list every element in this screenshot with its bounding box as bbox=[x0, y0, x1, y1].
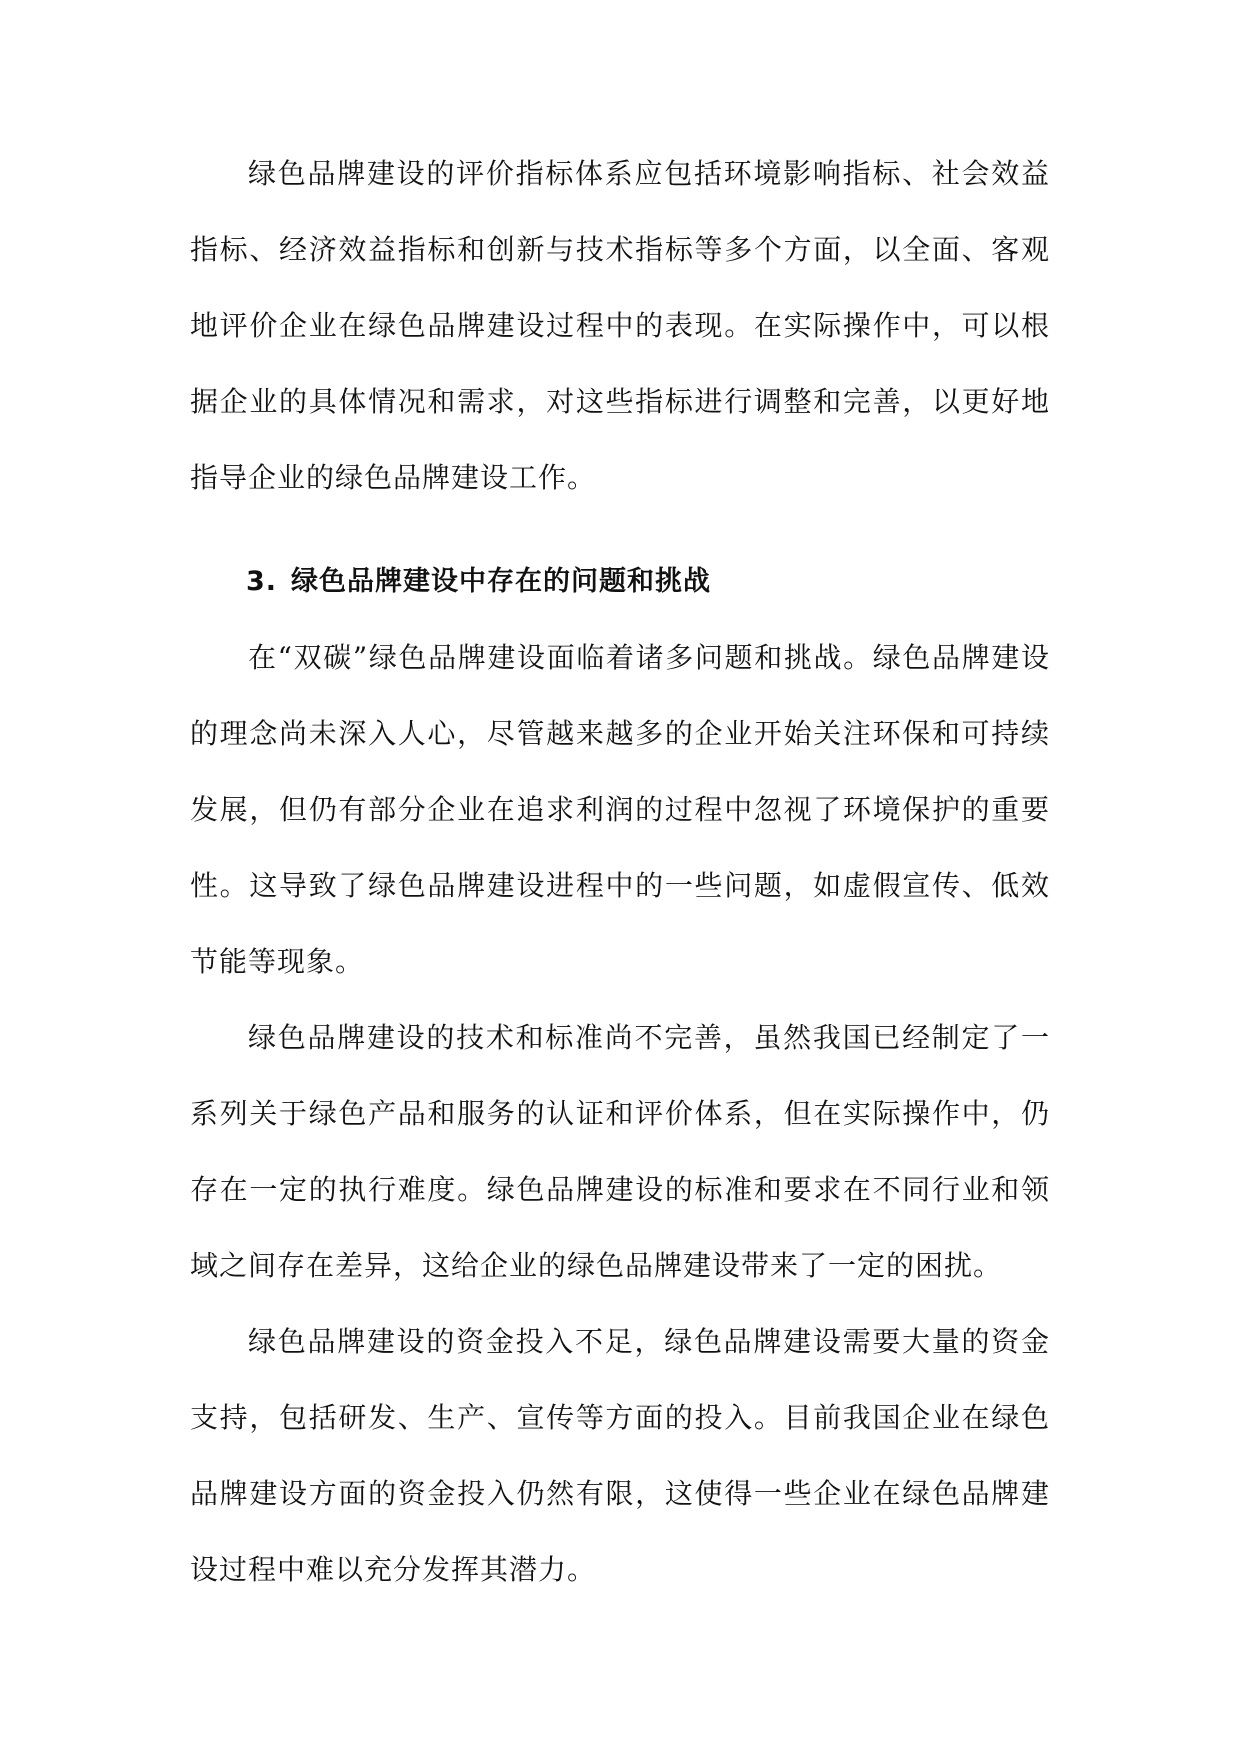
document-body bbox=[190, 136, 1050, 1608]
paragraph-funding: 绿色品牌建设的资金投入不足，绿色品牌建设需要大量的资金支持，包括研发、生产、宣传等方面的投入。目前我国企业在绿色品牌建设方面的资金投入仍然有限，这使得一些企业在绿色品牌建设过程中难以充分发挥其潜力。 bbox=[190, 1325, 1050, 1586]
paragraph-technology-standards: 绿色品牌建设的技术和标准尚不完善，虽然我国已经制定了一系列关于绿色产品和服务的认证和评价体系，但在实际操作中，仍存在一定的执行难度。绿色品牌建设的标准和要求在不同行业和领域之间存在差异，这给企业的绿色品牌建设带来了一定的困扰。 bbox=[190, 1021, 1050, 1282]
section-number: 3. bbox=[246, 566, 278, 597]
section-title: 绿色品牌建设中存在的问题和挑战 bbox=[291, 566, 712, 597]
paragraph-evaluation-index: 绿色品牌建设的评价指标体系应包括环境影响指标、社会效益指标、经济效益指标和创新与技术指标等多个方面，以全面、客观地评价企业在绿色品牌建设过程中的表现。在实际操作中，可以根据企业的具体情况和需求，对这些指标进行调整和完善，以更好地指导企业的绿色品牌建设工作。 bbox=[190, 157, 1050, 494]
section-heading bbox=[190, 544, 1050, 620]
paragraph-problems: 在“双碳”绿色品牌建设面临着诸多问题和挑战。绿色品牌建设的理念尚未深入人心，尽管越来越多的企业开始关注环保和可持续发展，但仍有部分企业在追求利润的过程中忽视了环境保护的重要性。这导致了绿色品牌建设进程中的一些问题，如虚假宣传、低效节能等现象。 bbox=[190, 641, 1050, 978]
